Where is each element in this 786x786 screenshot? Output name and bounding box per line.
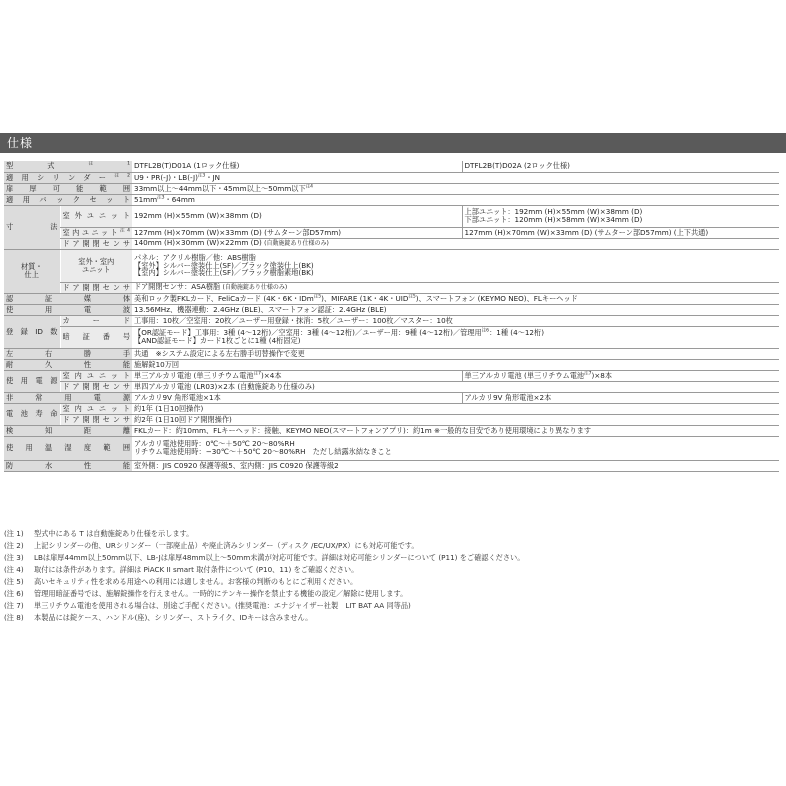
- note-item: (注 4) 取付には条件があります。詳細は PiACK II smart 取付条件について (P10、11) をご確認ください。: [4, 565, 359, 574]
- detection-value: FKLカード：約10mm、FLキーヘッド：接触、KEYMO NEO(スマートフォンアプリ)：約1m ※一般的な目安であり使用環境により異なります: [132, 425, 779, 436]
- radio-value: 13.56MHz、機器連動：2.4GHz (BLE)、スマートフォン認証：2.4GHz (BLE): [132, 304, 779, 315]
- backset-value: $51mm^{注3}$・64mm: [132, 194, 779, 205]
- power-indoor-label: 室内ユニット: [60, 370, 132, 381]
- cylinder-label: 適用シリンダー$^{注2}$: [6, 172, 131, 182]
- dim-indoor-value-2: 127mm (H)×70mm (W)×33mm (D) (サムターン部D57mm) (上下共通): [462, 227, 779, 238]
- power-indoor-value-2: 単三アルカリ電池 (単三リチウム電池$^{注7}$)×8本: [462, 370, 779, 381]
- row-backset: [4, 194, 779, 205]
- material-unit-label: 室外・室内 ユニット: [60, 249, 132, 282]
- backset-label: 適用バックセット: [6, 194, 131, 204]
- power-label: 使用電源: [4, 370, 60, 392]
- waterproof-label: 防水性能: [6, 460, 131, 470]
- battery-indoor-label: 室内ユニット: [60, 403, 132, 414]
- reg-pin-label: 暗証番号: [60, 326, 132, 348]
- row-door-thickness: [4, 183, 779, 194]
- waterproof-value: 室外側：JIS C0920 保護等級5、室内側：JIS C0920 保護等級2: [132, 460, 779, 471]
- handing-label: 左右勝手: [6, 348, 131, 358]
- row-radio: [4, 304, 779, 315]
- model-value-1: DTFL2B(T)D01A (1ロック仕様): [132, 161, 462, 172]
- dim-outdoor-value-1: 192mm (H)×55mm (W)×38mm (D): [132, 205, 462, 227]
- reg-card-label: カード: [60, 315, 132, 326]
- environment-value: アルカリ電池使用時：0℃〜＋50℃ 20〜80%RH リチウム電池使用時：−30℃〜＋50℃ 20〜80%RH ただし結露氷結なきこと: [132, 436, 779, 460]
- row-model: [4, 161, 779, 172]
- reg-pin-value: 【OR認証モード】工事用：3種 (4〜12桁)／空室用：3種 (4〜12桁)／ユーザー用：9種 (4〜12桁)／管理用$^{注6}$：1種 (4〜12桁) 【AND認証モード】カード1枚ごとに1種 (4桁固定): [132, 326, 779, 348]
- environment-label: 使用温湿度範囲: [4, 436, 132, 460]
- row-material-sensor: [4, 282, 779, 293]
- row-power-sensor: [4, 381, 779, 392]
- row-power-indoor: [4, 370, 779, 381]
- emergency-value-1: アルカリ9V 角形電池×1本: [132, 392, 462, 403]
- row-detection: [4, 425, 779, 436]
- radio-label: 使用電波: [6, 304, 131, 314]
- row-reg-pin: [4, 326, 779, 348]
- emergency-label: 非常用電源: [6, 392, 131, 402]
- dim-sensor-label: ドア開閉センサ: [60, 238, 132, 249]
- material-sensor-label: ドア開閉センサ: [60, 282, 132, 293]
- detection-label: 検知距離: [6, 425, 131, 435]
- row-auth-media: [4, 293, 779, 304]
- dim-outdoor-value-2: 上部ユニット：192mm (H)×55mm (W)×38mm (D) 下部ユニット：120mm (H)×58mm (W)×34mm (D): [462, 205, 779, 227]
- row-emergency: [4, 392, 779, 403]
- durability-value: 施解錠10万回: [132, 359, 779, 370]
- row-durability: [4, 359, 779, 370]
- row-environment: [4, 436, 779, 460]
- row-battery-sensor: [4, 414, 779, 425]
- dim-outdoor-label: 室外ユニット: [60, 205, 132, 227]
- note-item: (注 3) LBは扉厚44mm以上50mm以下、LB-Jは扉厚48mm以上〜50mm未満が対応可能です。詳細は対応可能シリンダーについて (P11) をご確認ください。: [4, 553, 525, 562]
- power-sensor-value: 単四アルカリ電池 (LR03)×2本 (自動施錠あり仕様のみ): [132, 381, 779, 392]
- dim-indoor-value-1: 127mm (H)×70mm (W)×33mm (D) (サムターン部D57mm): [132, 227, 462, 238]
- material-sensor-value: ドア開閉センサ：ASA樹脂 (自動施錠あり仕様のみ): [132, 282, 779, 293]
- notes-list: [4, 528, 784, 624]
- note-item: (注 1) 型式中にある T は自動施錠あり仕様を示します。: [4, 529, 194, 538]
- row-dim-outdoor: [4, 205, 779, 227]
- reg-count-label: 登録ID数: [4, 315, 60, 348]
- cylinder-value: U9・PR(-J)・$LB(-J)^{注3}$・JN: [132, 172, 779, 183]
- dim-sensor-value: 140mm (H)×30mm (W)×22mm (D) (自動施錠あり仕様のみ): [132, 238, 779, 249]
- material-unit-value: パネル：アクリル樹脂／他：ABS樹脂 【室外】シルバー塗装仕上(SF)／ブラック塗装仕上(BK) 【室内】シルバー塗装仕上(SF)／ブラック樹脂素地(BK): [132, 249, 779, 282]
- model-value-2: DTFL2B(T)D02A (2ロック仕様): [462, 161, 779, 172]
- emergency-value-2: アルカリ9V 角形電池×2本: [462, 392, 779, 403]
- dim-indoor-label: 室内ユニット$^{注4}$: [60, 227, 132, 238]
- row-battery-indoor: [4, 403, 779, 414]
- material-label: 材質・ 仕上: [4, 249, 60, 293]
- model-label: 型式$^{注1}$: [4, 161, 132, 172]
- row-dim-indoor: [4, 227, 779, 238]
- row-material-unit: [4, 249, 779, 282]
- auth-media-label: 認証媒体: [6, 293, 131, 303]
- row-handing: [4, 348, 779, 359]
- power-sensor-label: ドア開閉センサ: [60, 381, 132, 392]
- row-cylinder: [4, 172, 779, 183]
- row-waterproof: [4, 460, 779, 471]
- spec-table: [4, 161, 779, 472]
- door-thickness-label: 扉厚可能範囲: [6, 183, 131, 193]
- note-item: (注 5) 高いセキュリティ性を求める用途への利用には適しません。お客様の判断のもとにご利用ください。: [4, 577, 358, 586]
- note-item: (注 6) 管理用暗証番号では、施解錠操作を行えません。一時的にテンキー操作を禁止する機能の設定／解除に使用します。: [4, 589, 408, 598]
- auth-media-value: 美和ロック製FKLカード、FeliCaカード (4K・6K・IDm$^{注5}$)、MIFARE (1K・4K・UID$^{注5}$)、スマートフォン (KEYMO NEO)、FLキーヘッド: [132, 293, 779, 304]
- battery-life-label: 電池寿命: [4, 403, 60, 425]
- battery-sensor-value: 約2年 (1日10回ドア開閉操作): [132, 414, 779, 425]
- note-item: (注 2) 上記シリンダーの他、URシリンダー（一部廃止品）や廃止済みシリンダー（ディスク /EC/UX/PX）にも対応可能です。: [4, 541, 419, 550]
- row-reg-card: [4, 315, 779, 326]
- note-item: (注 8) 本製品には錠ケース、ハンドル(座)、シリンダー、ストライク、IDキーは含みません。: [4, 613, 313, 622]
- section-title: 仕様: [0, 133, 786, 153]
- reg-card-value: 工事用：10枚／空室用：20枚／ユーザー用登録・抹消：5枚／ユーザー：100枚／マスター：10枚: [132, 315, 779, 326]
- note-item: (注 7) 単三リチウム電池を使用される場合は、別途ご手配ください。(推奨電池：エナジャイザー社製 LIT BAT AA 同等品): [4, 601, 411, 610]
- door-thickness-value: 33mm以上〜44mm以下・45mm以上〜50mm以下$^{注4}$: [132, 183, 779, 194]
- handing-value: 共通 ※システム設定による左右勝手切替操作で変更: [132, 348, 779, 359]
- row-dim-sensor: [4, 238, 779, 249]
- power-indoor-value-1: 単三アルカリ電池 (単三リチウム電池$^{注7}$)×4本: [132, 370, 462, 381]
- durability-label: 耐久性能: [6, 359, 131, 369]
- battery-sensor-label: ドア開閉センサ: [60, 414, 132, 425]
- battery-indoor-value: 約1年 (1日10回操作): [132, 403, 779, 414]
- dimensions-label: 寸法: [4, 205, 60, 249]
